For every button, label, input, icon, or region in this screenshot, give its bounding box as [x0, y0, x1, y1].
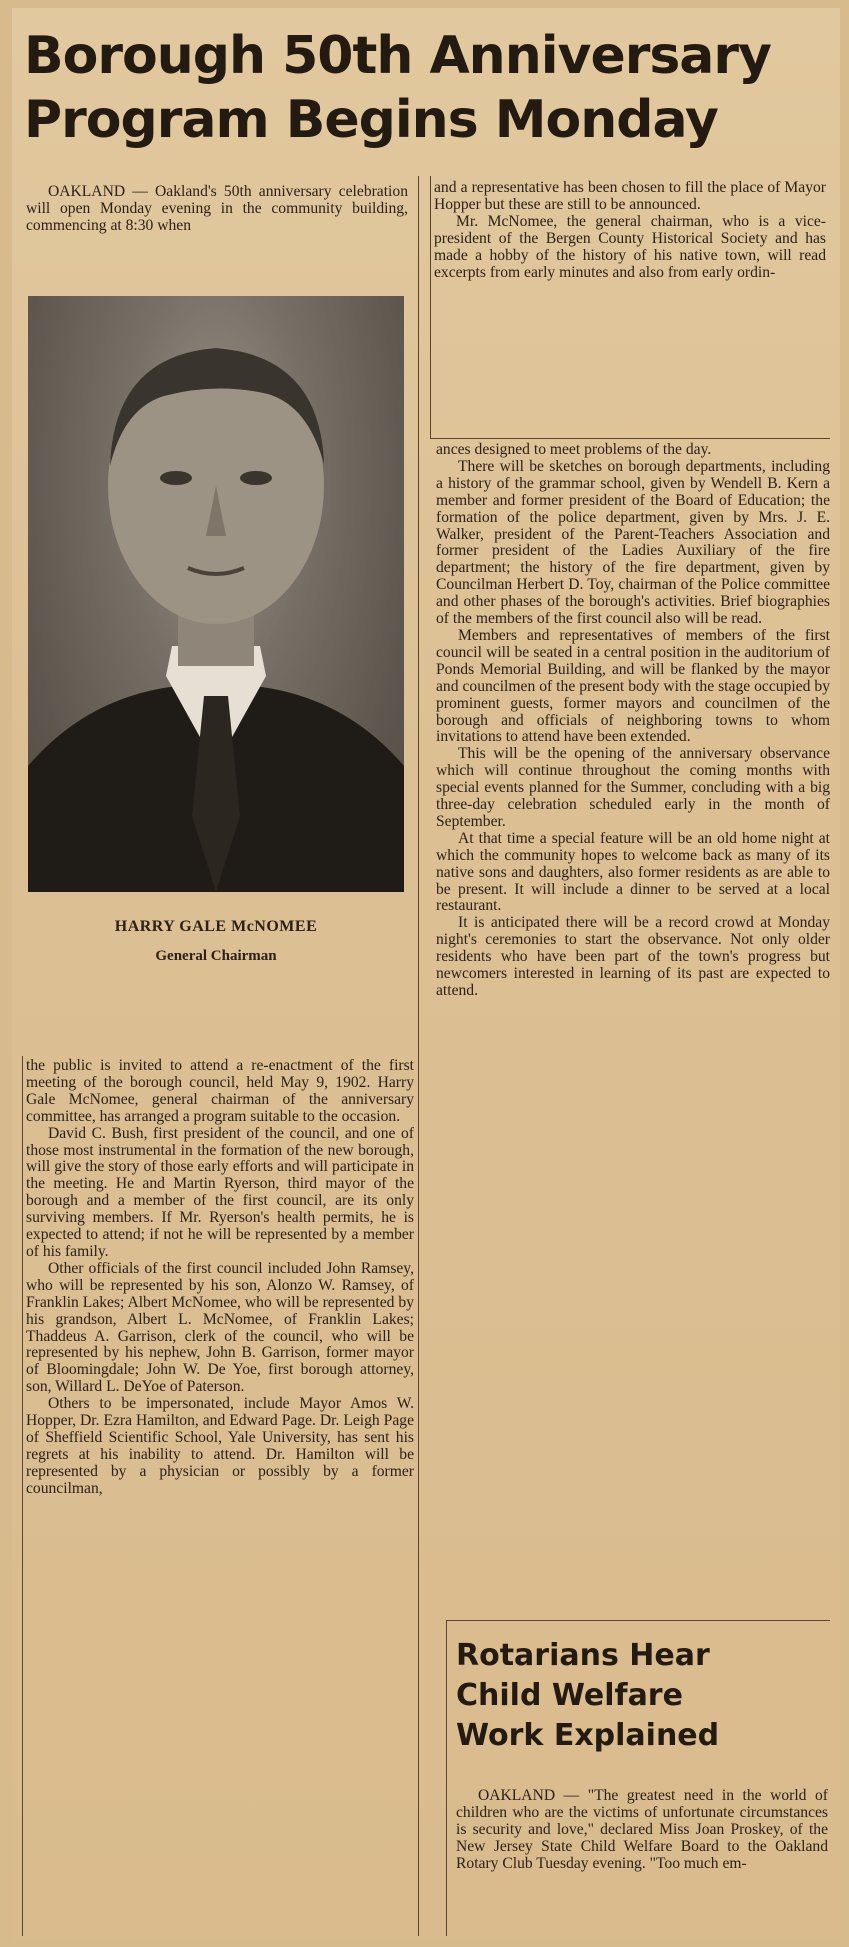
- headline-line-2: Program Begins Monday: [24, 90, 718, 150]
- column-rule-sub-article: [446, 1620, 447, 1936]
- paragraph: There will be sketches on borough departments, including a history of the grammar school, given by Wendell B. Kern a member and former president of the Board of Education; the formation of the police department, given by Mrs. J. E. Walker, president of the Parent-Teachers Association and former president of the Ladies Auxiliary of the fire department; the history of the fire department, given by Councilman Herbert D. Toy, chairman of the Police committee and other phases of the borough's activities. Brief biographies of the members of the first council also will be read.: [436, 457, 830, 628]
- sub-article-headline: [456, 1636, 816, 1756]
- column-rule-left: [418, 176, 419, 1936]
- paragraph: the public is invited to attend a re-enactment of the first meeting of the borough council, held May 9, 1902. Harry Gale McNomee, general chairman of the anniversary committee, has arranged a program suitable to the occasion.: [26, 1057, 414, 1125]
- paragraph: and a representative has been chosen to fill the place of Mayor Hopper but these are still to be announced.: [434, 179, 826, 213]
- paragraph: Other officials of the first council included John Ramsey, who will be represented by his son, Alonzo W. Ramsey, of Franklin Lakes; Albert McNomee, who will be represented by his grandson, Albert L. McNomee, of Franklin Lakes; Thaddeus A. Garrison, clerk of the council, who will be represented by his nephew, John B. Garrison, former mayor of Bloomingdale; John W. De Yoe, first borough attorney, son, Willard L. DeYoe of Paterson.: [26, 1259, 414, 1396]
- photo-caption-name: HARRY GALE McNOMEE: [114, 918, 318, 935]
- sub-headline-line-1: Rotarians Hear: [456, 1638, 710, 1673]
- main-headline: [24, 24, 824, 152]
- paragraph: OAKLAND — "The greatest need in the world of children who are the victims of unfortunate circumstances is security and love," declared Miss Joan Proskey, of the New Jersey State Child Welfare Board to the Oakland Rotary Club Tuesday evening. "Too much em-: [456, 1787, 828, 1872]
- paragraph: Members and representatives of members of the first council will be seated in a central position in the auditorium of Ponds Memorial Building, and will be flanked by the mayor and councilmen of the present body with the stage occupied by prominent guests, former mayors and councilmen of the borough and officials of neighboring towns to whom invitations to attend have been extended.: [436, 626, 830, 746]
- paragraph: David C. Bush, first president of the council, and one of those most instrumental in the formation of the new borough, will give the story of those early efforts and will participate in the meeting. He and Martin Ryerson, third mayor of the borough and a member of the first council, are its only surviving members. If Mr. Ryerson's health permits, he is expected to attend; if not he will be represented by a member of his family.: [26, 1124, 414, 1260]
- sub-article-body: [456, 1788, 828, 1873]
- sub-headline-line-3: Work Explained: [456, 1718, 720, 1753]
- column-1-bottom: [26, 1058, 414, 1498]
- paragraph: It is anticipated there will be a record crowd at Monday night's ceremonies to start the observance. Not only older residents who have been part of the town's progress but newcomers interested in learning of its past are expected to attend.: [436, 914, 830, 999]
- rule-above-sub-article: [446, 1620, 830, 1621]
- headline-line-1: Borough 50th Anniversary: [24, 26, 771, 86]
- column-2-bottom: [436, 442, 830, 1000]
- column-2-top: [434, 180, 826, 281]
- rule-under-top-right: [430, 438, 830, 439]
- portrait-photo: [28, 296, 404, 892]
- portrait-illustration: [28, 296, 404, 892]
- column-rule-bottom-left: [22, 1056, 23, 1936]
- paragraph: OAKLAND — Oakland's 50th anniversary celebration will open Monday evening in the community building, commencing at 8:30 when: [26, 183, 408, 234]
- column-rule-top-right: [430, 176, 431, 438]
- paragraph: At that time a special feature will be an old home night at which the community hopes to welcome back as many of its native sons and daughters, also former residents as are able to be present. It will include a dinner to be served at a local restaurant.: [436, 829, 830, 915]
- paragraph: ances designed to meet problems of the day.: [436, 441, 712, 458]
- sub-headline-line-2: Child Welfare: [456, 1678, 683, 1713]
- paragraph: Mr. McNomee, the general chairman, who is a vice-president of the Bergen County Historical Society and has made a hobby of the history of his native town, will read excerpts from early minutes and also from early ordin-: [434, 212, 826, 281]
- column-1-top: [26, 184, 408, 235]
- photo-caption-role: General Chairman: [155, 948, 277, 964]
- paragraph: Others to be impersonated, include Mayor Amos W. Hopper, Dr. Ezra Hamilton, and Edward Page. Dr. Leigh Page of Sheffield Scientific School, Yale University, has sent his regrets at his inability to attend. Dr. Hamilton will be represented by a physician or possibly by a former councilman,: [26, 1395, 414, 1497]
- paragraph: This will be the opening of the anniversary observance which will continue throughout the coming months with special events planned for the Summer, concluding with a big three-day celebration scheduled early in the month of September.: [436, 745, 830, 830]
